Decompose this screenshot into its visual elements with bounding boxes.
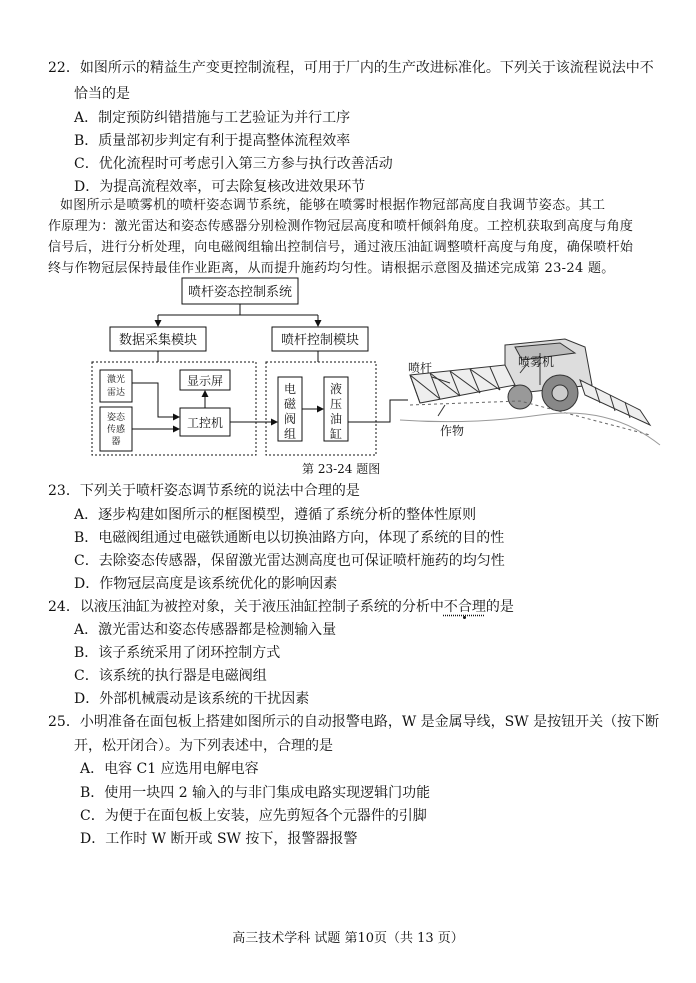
intro-line3: 信号后，进行分析处理，向电磁阀组输出控制信号，通过液压油缸调整喷杆高度与角度，确保喷杆始 (48, 240, 634, 255)
valve-char-1: 电 (283, 382, 297, 396)
intro-line4: 终与作物冠层保持最佳作业距离，从而提升施药均匀性。请根据示意图及描述完成第 23-24 题。 (48, 261, 615, 276)
intro-line1: 如图所示是喷雾机的喷杆姿态调节系统，能够在喷雾时根据作物冠部高度自我调节姿态。其工 (60, 198, 606, 213)
q24-stem-emphasis: 不合理 (443, 599, 486, 615)
q24-stem-part-a: 24．以液压油缸为被控对象，关于液压油缸控制子系统的分析中 (48, 599, 444, 615)
q25-stem-line1: 25．小明准备在面包板上搭建如图所示的自动报警电路，W 是金属导线，SW 是按钮开关（按下断 (48, 714, 660, 730)
page-footer: 高三技术学科 试题 第10页（共 13 页） (232, 931, 464, 946)
lidar-label-2: 雷达 (106, 388, 126, 398)
q25-option-a: A．电容 C1 应选用电解电容 (80, 761, 259, 777)
cylinder-char-4: 缸 (329, 427, 343, 441)
crop-label: 作物 (440, 424, 465, 438)
q23-stem: 23．下列关于喷杆姿态调节系统的说法中合理的是 (48, 483, 360, 499)
q23-option-c: C．去除姿态传感器，保留激光雷达测高度也可保证喷杆施药的均匀性 (74, 553, 505, 569)
q22-stem-line2: 恰当的是 (74, 86, 130, 102)
valve-char-3: 阀 (283, 412, 297, 426)
display-label: 显示屏 (186, 374, 224, 388)
cylinder-char-2: 压 (329, 397, 343, 411)
q23-option-b: B．电磁阀组通过电磁铁通断电以切换油路方向，体现了系统的目的性 (74, 530, 505, 546)
q23-option-a: A．逐步构建如图所示的框图模型，遵循了系统分析的整体性原则 (74, 507, 477, 523)
q24-stem (48, 597, 514, 617)
cylinder-char-1: 液 (329, 382, 343, 396)
q25-option-d: D．工作时 W 断开或 SW 按下，报警器报警 (80, 831, 358, 847)
figure-caption: 第 23-24 题图 (302, 462, 381, 476)
q25-option-c: C．为便于在面包板上安装，应先剪短各个元器件的引脚 (80, 808, 427, 824)
q24-option-c: C．该系统的执行器是电磁阀组 (74, 668, 267, 684)
q24-option-a: A．激光雷达和姿态传感器都是检测输入量 (74, 622, 337, 638)
q22-option-a: A．制定预防纠错措施与工艺验证为并行工序 (74, 110, 351, 126)
q24-option-b: B．该子系统采用了闭环控制方式 (74, 645, 281, 661)
attitude-label-3: 器 (111, 437, 121, 447)
q24-stem-part-b: 的是 (485, 599, 514, 615)
q24-option-d: D．外部机械震动是该系统的干扰因素 (74, 691, 310, 707)
q23-option-d: D．作物冠层高度是该系统优化的影响因素 (74, 576, 338, 592)
q22-option-d: D．为提高流程效率，可去除复核改进效果环节 (74, 179, 366, 195)
valve-char-4: 组 (283, 427, 297, 441)
sprayer-label: 喷雾机 (518, 355, 555, 369)
valve-char-2: 磁 (283, 397, 297, 411)
q25-option-b: B．使用一块四 2 输入的与非门集成电路实现逻辑门功能 (80, 785, 431, 801)
q22-option-c: C．优化流程时可考虑引入第三方参与执行改善活动 (74, 156, 393, 172)
q22-stem-line1: 22．如图所示的精益生产变更控制流程，可用于厂内的生产改进标准化。下列关于该流程说法中不 (48, 60, 654, 76)
data-module-label: 数据采集模块 (118, 333, 198, 348)
q22-option-b: B．质量部初步判定有利于提高整体流程效率 (74, 133, 351, 149)
cylinder-char-3: 油 (329, 412, 343, 426)
boom-label: 喷杆 (408, 361, 433, 375)
ipc-label: 工控机 (186, 416, 224, 430)
lidar-label-1: 激光 (106, 375, 126, 385)
boom-module-label: 喷杆控制模块 (280, 333, 360, 348)
system-label: 喷杆姿态控制系统 (187, 285, 293, 300)
q25-stem-line2: 开，松开闭合）。为下列表述中，合理的是 (74, 738, 333, 754)
attitude-label-2: 传感 (106, 425, 126, 435)
boom-control-diagram (0, 275, 696, 460)
attitude-label-1: 姿态 (106, 413, 126, 423)
intro-line2: 作原理为：激光雷达和姿态传感器分别检测作物冠层高度和喷杆倾斜角度。工控机获取到高度与角度 (48, 219, 634, 234)
